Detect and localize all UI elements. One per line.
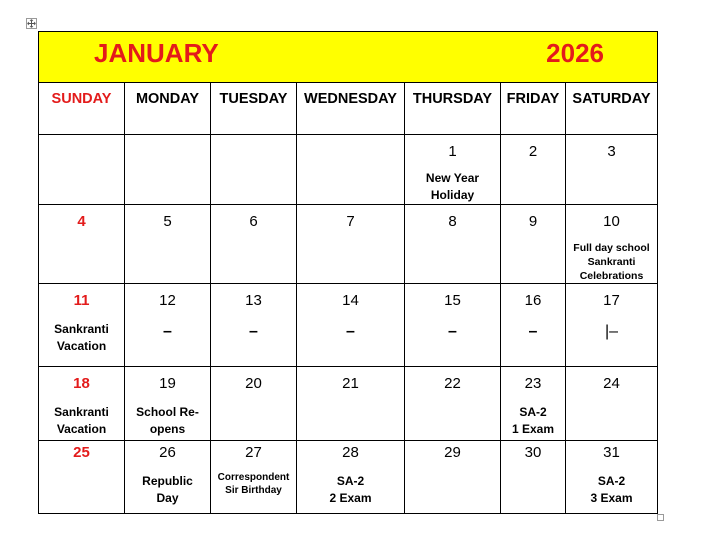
- day-cell: [566, 367, 658, 441]
- day-cell: [566, 441, 658, 514]
- day-cell: [211, 205, 297, 284]
- day-cell: [297, 441, 405, 514]
- table-move-handle-icon[interactable]: [26, 18, 37, 29]
- day-note: –: [448, 323, 457, 340]
- day-note: New Year Holiday: [425, 171, 480, 202]
- day-cell: [566, 135, 658, 205]
- day-number: 3: [607, 143, 616, 160]
- day-note: Sankranti Vacation: [54, 322, 109, 353]
- weekday-saturday: SATURDAY: [566, 83, 658, 135]
- day-cell: [297, 284, 405, 367]
- day-number: 18: [73, 375, 90, 392]
- day-number: 15: [444, 292, 461, 309]
- day-cell: [211, 135, 297, 205]
- day-cell: [125, 205, 211, 284]
- day-note: –: [528, 323, 538, 340]
- day-cell: [211, 284, 297, 367]
- weekday-friday: FRIDAY: [501, 83, 566, 135]
- day-number: 8: [448, 213, 457, 230]
- day-number: 29: [444, 444, 461, 461]
- day-number: 26: [159, 444, 176, 461]
- day-number: 10: [603, 213, 620, 230]
- week-row-1: [39, 135, 658, 205]
- day-cell: [39, 284, 125, 367]
- day-cell: [405, 135, 501, 205]
- day-number: 27: [245, 444, 262, 461]
- day-number: 6: [249, 213, 258, 230]
- day-cell: [405, 441, 501, 514]
- day-cell: [566, 205, 658, 284]
- calendar-table: [38, 31, 658, 514]
- weekday-wednesday: WEDNESDAY: [297, 83, 405, 135]
- day-number: 7: [346, 213, 355, 230]
- day-cell: [211, 367, 297, 441]
- day-note: Correspondent Sir Birthday: [217, 472, 290, 496]
- day-cell: [566, 284, 658, 367]
- day-number: 21: [342, 375, 359, 392]
- day-cell: [125, 441, 211, 514]
- week-row-5: [39, 441, 658, 514]
- day-note: SA-2 1 Exam: [511, 405, 555, 436]
- day-number: 9: [528, 213, 538, 230]
- day-number: 25: [73, 444, 90, 461]
- day-cell: [501, 441, 566, 514]
- day-cell: [501, 367, 566, 441]
- day-number: 31: [603, 444, 620, 461]
- day-cell: [39, 441, 125, 514]
- day-number: 12: [159, 292, 176, 309]
- calendar-title-bar: [39, 32, 658, 83]
- weekday-thursday: THURSDAY: [405, 83, 501, 135]
- day-number: 4: [77, 213, 86, 230]
- day-cell: [297, 135, 405, 205]
- day-note: SA-2 3 Exam: [590, 474, 633, 505]
- day-note: Sankranti Vacation: [54, 405, 109, 436]
- year-title: 2026: [546, 38, 605, 68]
- day-number: 24: [603, 375, 620, 392]
- day-number: 11: [73, 292, 90, 309]
- day-number: 19: [159, 375, 176, 392]
- day-number: 16: [524, 292, 542, 309]
- day-number: 28: [342, 444, 359, 461]
- day-note: Full day school Sankranti Celebrations: [573, 242, 650, 282]
- week-row-3: [39, 284, 658, 367]
- day-number: 22: [444, 375, 461, 392]
- day-cell: [297, 367, 405, 441]
- day-note: |–: [604, 323, 619, 340]
- day-cell: [39, 205, 125, 284]
- day-note: –: [346, 323, 355, 340]
- day-cell: [125, 284, 211, 367]
- day-cell: [39, 367, 125, 441]
- day-note: SA-2 2 Exam: [329, 474, 372, 505]
- day-number: 1: [448, 143, 457, 160]
- day-cell: [405, 205, 501, 284]
- day-number: 14: [342, 292, 359, 309]
- day-cell: [501, 205, 566, 284]
- day-cell: [297, 205, 405, 284]
- day-note: –: [249, 323, 258, 340]
- day-note: –: [163, 323, 172, 340]
- day-cell: [405, 284, 501, 367]
- day-cell: [211, 441, 297, 514]
- day-note: Republic Day: [142, 474, 193, 505]
- day-cell: [405, 367, 501, 441]
- day-number: 2: [528, 143, 538, 160]
- day-number: 5: [163, 213, 172, 230]
- day-cell: [501, 284, 566, 367]
- week-row-2: [39, 205, 658, 284]
- day-number: 17: [603, 292, 620, 309]
- day-number: 30: [524, 444, 542, 461]
- day-number: 20: [245, 375, 262, 392]
- day-cell: [125, 367, 211, 441]
- week-row-4: [39, 367, 658, 441]
- day-number: 23: [524, 375, 542, 392]
- weekday-sunday: SUNDAY: [39, 83, 125, 135]
- day-cell: [501, 135, 566, 205]
- day-number: 13: [245, 292, 262, 309]
- day-cell: [125, 135, 211, 205]
- day-cell: [39, 135, 125, 205]
- month-title: JANUARY: [94, 38, 219, 68]
- weekday-monday: MONDAY: [125, 83, 211, 135]
- weekday-header-row: [39, 83, 658, 135]
- day-note: School Re- opens: [136, 405, 199, 436]
- table-resize-handle-icon[interactable]: [657, 514, 664, 521]
- weekday-tuesday: TUESDAY: [211, 83, 297, 135]
